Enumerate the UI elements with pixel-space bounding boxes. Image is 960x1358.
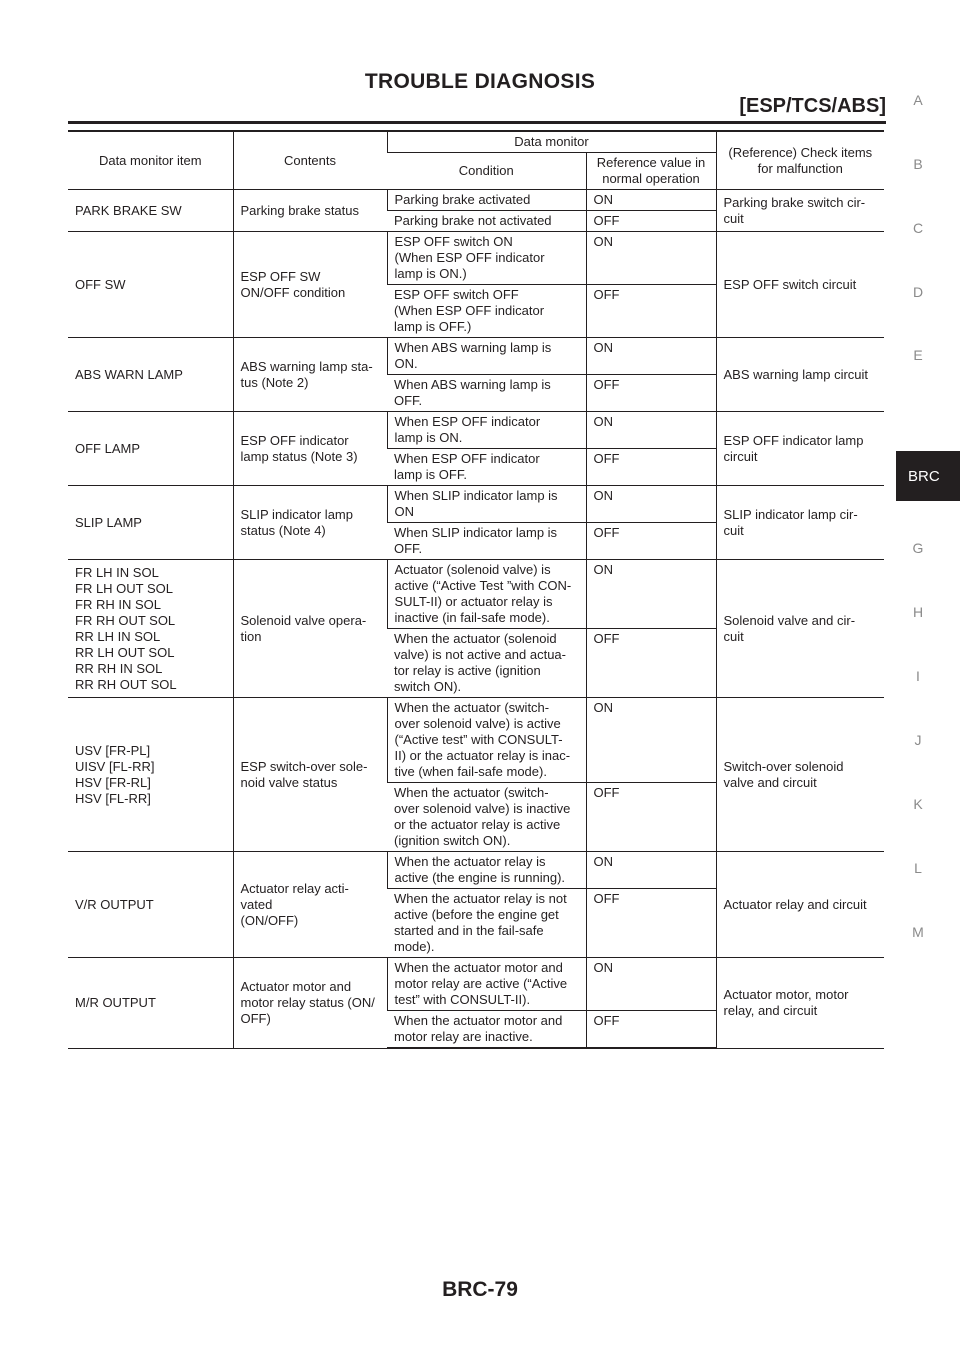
cell-monitor-item: PARK BRAKE SW (68, 190, 233, 232)
cell-reference-value: OFF (586, 889, 716, 958)
table-body (68, 190, 884, 1049)
side-index-letter: H (912, 604, 924, 620)
cell-monitor-item: SLIP LAMP (68, 486, 233, 560)
cell-contents: SLIP indicator lamp status (Note 4) (233, 486, 387, 560)
side-index-letter: I (916, 668, 920, 684)
cell-contents: ESP OFF SW ON/OFF condition (233, 232, 387, 338)
cell-condition: When ESP OFF indicator lamp is OFF. (387, 449, 586, 486)
cell-condition: Actuator (solenoid valve) is active (“Active Test ”with CON- SULT-II) or actuator relay is inactive (in fail-safe mode). (387, 560, 586, 629)
cell-reference-value: ON (586, 958, 716, 1011)
cell-contents: ABS warning lamp sta- tus (Note 2) (233, 338, 387, 412)
cell-contents: ESP OFF indicator lamp status (Note 3) (233, 412, 387, 486)
side-index-letter: G (912, 540, 924, 556)
cell-reference-value: ON (586, 698, 716, 783)
cell-contents: Solenoid valve opera- tion (233, 560, 387, 698)
cell-condition: When the actuator motor and motor relay are inactive. (387, 1011, 586, 1049)
table-row (68, 958, 884, 1011)
cell-condition: Parking brake activated (387, 190, 586, 211)
cell-check-items: SLIP indicator lamp cir- cuit (716, 486, 884, 560)
header-reference-value: Reference value in normal operation (586, 153, 716, 190)
section-title: [ESP/TCS/ABS] (739, 95, 886, 117)
cell-reference-value: ON (586, 560, 716, 629)
cell-condition: When the actuator relay is active (the engine is running). (387, 852, 586, 889)
cell-reference-value: ON (586, 232, 716, 285)
cell-condition: When ESP OFF indicator lamp is ON. (387, 412, 586, 449)
side-index-letter: C (912, 220, 924, 236)
cell-condition: ESP OFF switch OFF (When ESP OFF indicator lamp is OFF.) (387, 285, 586, 338)
side-index-letter: E (913, 347, 923, 363)
cell-monitor-item: V/R OUTPUT (68, 852, 233, 958)
cell-check-items: ESP OFF indicator lamp circuit (716, 412, 884, 486)
cell-condition: When the actuator relay is not active (before the engine get started and in the fail-safe mode). (387, 889, 586, 958)
cell-contents: Actuator relay acti- vated (ON/OFF) (233, 852, 387, 958)
cell-contents: ESP switch-over sole- noid valve status (233, 698, 387, 852)
header-data-monitor-item: Data monitor item (68, 131, 233, 190)
table-row (68, 190, 884, 211)
table-row (68, 852, 884, 889)
side-index-letter: B (913, 156, 923, 172)
side-index-tab-active: BRC (896, 451, 960, 501)
side-index-letter: A (913, 92, 923, 108)
cell-check-items: Parking brake switch cir- cuit (716, 190, 884, 232)
cell-monitor-item: OFF SW (68, 232, 233, 338)
header-contents: Contents (233, 131, 387, 190)
cell-reference-value: OFF (586, 285, 716, 338)
cell-condition: When ABS warning lamp is OFF. (387, 375, 586, 412)
side-index-letter: M (912, 924, 924, 940)
cell-monitor-item: M/R OUTPUT (68, 958, 233, 1049)
cell-condition: When SLIP indicator lamp is OFF. (387, 523, 586, 560)
cell-monitor-item: OFF LAMP (68, 412, 233, 486)
cell-check-items: Actuator relay and circuit (716, 852, 884, 958)
cell-condition: When the actuator motor and motor relay are active (“Active test” with CONSULT-II). (387, 958, 586, 1011)
cell-condition: When the actuator (switch- over solenoid valve) is inactive or the actuator relay is active (ignition switch ON). (387, 783, 586, 852)
header-check-items: (Reference) Check items for malfunction (716, 131, 884, 190)
cell-contents: Actuator motor and motor relay status (ON/ OFF) (233, 958, 387, 1049)
cell-check-items: ESP OFF switch circuit (716, 232, 884, 338)
cell-condition: ESP OFF switch ON (When ESP OFF indicator lamp is ON.) (387, 232, 586, 285)
header-condition: Condition (387, 153, 586, 190)
cell-reference-value: OFF (586, 449, 716, 486)
header-data-monitor: Data monitor (387, 131, 716, 153)
cell-reference-value: OFF (586, 783, 716, 852)
cell-check-items: Solenoid valve and cir- cuit (716, 560, 884, 698)
table-row (68, 412, 884, 449)
cell-reference-value: ON (586, 338, 716, 375)
cell-condition: When the actuator (switch- over solenoid valve) is active (“Active test” with CONSULT- II) or the actuator relay is inac- tive (when fail-safe mode). (387, 698, 586, 783)
cell-check-items: Actuator motor, motor relay, and circuit (716, 958, 884, 1049)
cell-condition: When the actuator (solenoid valve) is not active and actua- tor relay is active (ignition switch ON). (387, 629, 586, 698)
side-index-letter: K (913, 796, 923, 812)
cell-check-items: ABS warning lamp circuit (716, 338, 884, 412)
page-title: TROUBLE DIAGNOSIS (364, 70, 596, 93)
cell-reference-value: OFF (586, 375, 716, 412)
table-row (68, 486, 884, 523)
side-index-letter: D (912, 284, 924, 300)
cell-reference-value: OFF (586, 1011, 716, 1049)
cell-monitor-item: ABS WARN LAMP (68, 338, 233, 412)
page-number: BRC-79 (442, 1278, 518, 1301)
data-monitor-table (68, 130, 884, 1049)
cell-reference-value: OFF (586, 211, 716, 232)
cell-monitor-item: USV [FR-PL] UISV [FL-RR] HSV [FR-RL] HSV [FL-RR] (68, 698, 233, 852)
side-index (896, 0, 960, 1358)
header-rule (68, 121, 886, 124)
cell-reference-value: OFF (586, 629, 716, 698)
side-index-letter: J (914, 732, 922, 748)
table-row (68, 232, 884, 285)
cell-condition: When ABS warning lamp is ON. (387, 338, 586, 375)
table-row (68, 698, 884, 783)
table-row (68, 560, 884, 629)
table-row (68, 338, 884, 375)
cell-reference-value: ON (586, 190, 716, 211)
cell-condition: When SLIP indicator lamp is ON (387, 486, 586, 523)
cell-reference-value: OFF (586, 523, 716, 560)
cell-contents: Parking brake status (233, 190, 387, 232)
cell-reference-value: ON (586, 412, 716, 449)
cell-check-items: Switch-over solenoid valve and circuit (716, 698, 884, 852)
side-index-letter: L (914, 860, 922, 876)
cell-monitor-item: FR LH IN SOL FR LH OUT SOL FR RH IN SOL FR RH OUT SOL RR LH IN SOL RR LH OUT SOL RR RH IN SOL RR RH OUT SOL (68, 560, 233, 698)
cell-condition: Parking brake not activated (387, 211, 586, 232)
cell-reference-value: ON (586, 852, 716, 889)
cell-reference-value: ON (586, 486, 716, 523)
